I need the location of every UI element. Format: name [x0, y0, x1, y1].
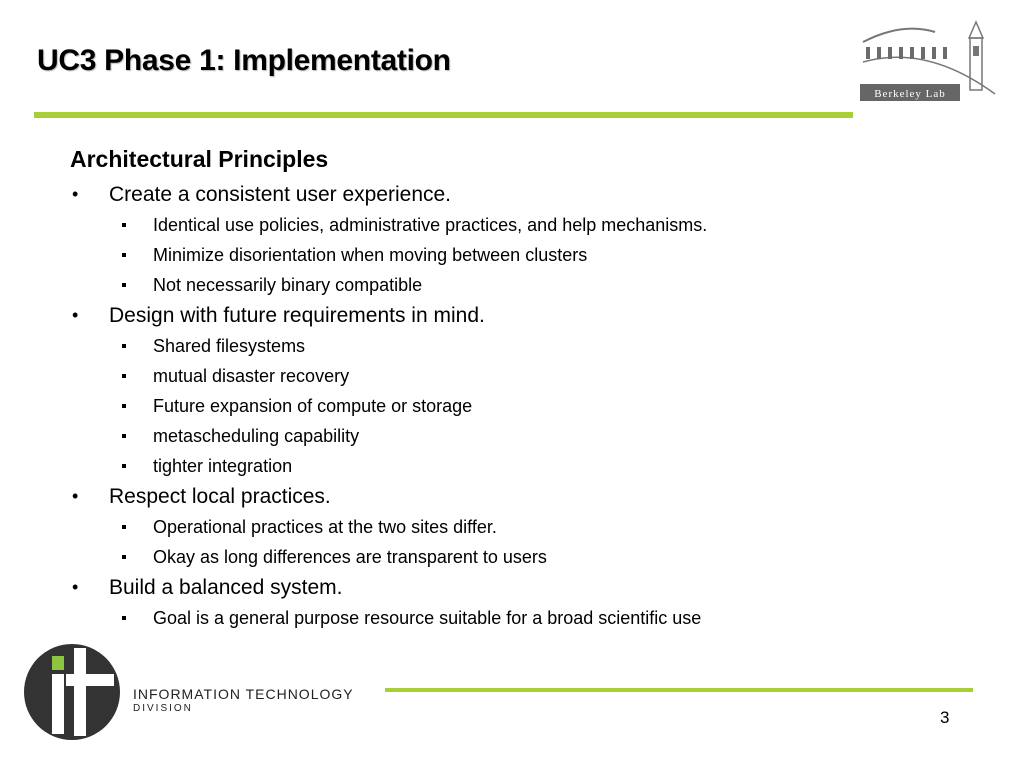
square-bullet-icon — [122, 555, 126, 559]
it-division-subtitle: DIVISION — [133, 703, 193, 714]
bullet-text: Respect local practices. — [109, 485, 331, 508]
sub-bullet-item — [70, 451, 970, 481]
bullet-icon: • — [72, 577, 79, 597]
square-bullet-icon — [122, 223, 126, 227]
square-bullet-icon — [122, 434, 126, 438]
bullet-text: Build a balanced system. — [109, 576, 343, 599]
sub-bullet-item — [70, 391, 970, 421]
slide-body — [70, 146, 970, 633]
sub-bullet-text: Shared filesystems — [153, 336, 306, 356]
bullet-item — [70, 481, 970, 512]
square-bullet-icon — [122, 404, 126, 408]
sub-bullet-text: tighter integration — [153, 456, 293, 476]
title-divider — [34, 112, 853, 118]
lab-logo-text: Berkeley Lab — [874, 88, 946, 100]
sub-bullet-text: Future expansion of compute or storage — [153, 396, 473, 416]
bullet-icon: • — [72, 305, 79, 325]
sub-bullet-text: metascheduling capability — [153, 426, 360, 446]
sub-bullet-item — [70, 331, 970, 361]
sub-bullet-item — [70, 603, 970, 633]
sub-bullet-item — [70, 210, 970, 240]
square-bullet-icon — [122, 344, 126, 348]
slide-title: UC3 Phase 1: Implementation — [37, 44, 451, 77]
berkeley-lab-logo — [857, 18, 1002, 104]
square-bullet-icon — [122, 525, 126, 529]
bullet-item — [70, 572, 970, 603]
sub-bullet-item — [70, 512, 970, 542]
footer-divider — [385, 688, 973, 692]
bullet-text: Create a consistent user experience. — [109, 183, 452, 206]
it-division-name: INFORMATION TECHNOLOGY — [133, 686, 354, 702]
section-heading: Architectural Principles — [70, 146, 329, 172]
bullet-icon: • — [72, 486, 79, 506]
sub-bullet-text: Identical use policies, administrative practices, and help mechanisms. — [153, 215, 708, 235]
sub-bullet-text: Minimize disorientation when moving between clusters — [153, 245, 588, 265]
sub-bullet-item — [70, 542, 970, 572]
sub-bullet-item — [70, 270, 970, 300]
square-bullet-icon — [122, 374, 126, 378]
square-bullet-icon — [122, 616, 126, 620]
sub-bullet-text: Operational practices at the two sites differ. — [153, 517, 497, 537]
square-bullet-icon — [122, 283, 126, 287]
sub-bullet-text: Goal is a general purpose resource suitable for a broad scientific use — [153, 608, 702, 628]
bullet-icon: • — [72, 184, 79, 204]
page-number: 3 — [940, 708, 950, 727]
square-bullet-icon — [122, 253, 126, 257]
it-division-logo — [22, 642, 122, 742]
sub-bullet-text: Not necessarily binary compatible — [153, 275, 423, 295]
sub-bullet-item — [70, 240, 970, 270]
sub-bullet-text: Okay as long differences are transparent to users — [153, 547, 547, 567]
sub-bullet-text: mutual disaster recovery — [153, 366, 350, 386]
sub-bullet-item — [70, 361, 970, 391]
bullet-item — [70, 300, 970, 331]
sub-bullet-item — [70, 421, 970, 451]
bullet-text: Design with future requirements in mind. — [109, 304, 485, 327]
square-bullet-icon — [122, 464, 126, 468]
bullet-item — [70, 179, 970, 210]
